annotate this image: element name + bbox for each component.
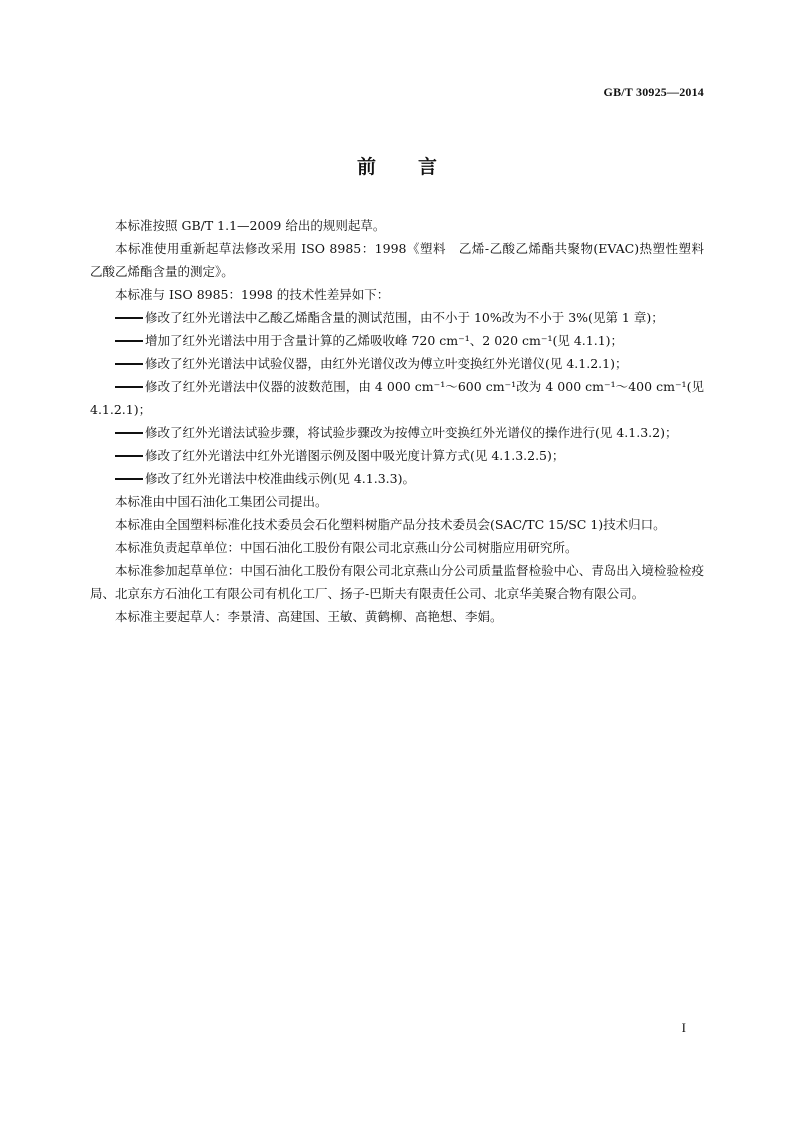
em-dash-marker (115, 432, 143, 434)
standard-number: GB/T 30925—2014 (603, 85, 704, 99)
list-item (90, 329, 704, 352)
paragraph-drafting-rules: 本标准按照 GB/T 1.1—2009 给出的规则起草。 (115, 218, 386, 233)
paragraph-proposer: 本标准由中国石油化工集团公司提出。 (115, 494, 328, 509)
list-item-text: 修改了红外光谱法中乙酸乙烯酯含量的测试范围，由不小于 10%改为不小于 3%(见第 1 章)； (145, 310, 664, 325)
list-item (90, 352, 704, 375)
em-dash-marker (115, 478, 143, 480)
paragraph-technical-committee: 本标准由全国塑料标准化技术委员会石化塑料树脂产品分技术委员会(SAC/TC 15/SC 1)技术归口。 (115, 517, 666, 532)
title-part-1: 前 (356, 156, 376, 178)
list-item (90, 375, 704, 421)
foreword-body (90, 214, 717, 628)
paragraph-lead-drafter-unit: 本标准负责起草单位：中国石油化工股份有限公司北京燕山分公司树脂应用研究所。 (115, 540, 578, 555)
em-dash-marker (115, 363, 143, 365)
page-number: I (681, 1020, 686, 1035)
list-item (90, 306, 704, 329)
page-title (0, 152, 794, 179)
em-dash-marker (115, 386, 143, 388)
list-item (90, 467, 704, 490)
list-item-text: 修改了红外光谱法中仪器的波数范围，由 4 000 cm⁻¹～600 cm⁻¹改为 4 000 cm⁻¹～400 cm⁻¹(见 4.1.2.1)； (90, 379, 704, 417)
title-part-2: 言 (418, 156, 438, 178)
list-item-text: 增加了红外光谱法中用于含量计算的乙烯吸收峰 720 cm⁻¹、2 020 cm⁻¹(见 4.1.1)； (145, 333, 624, 348)
list-item (90, 444, 704, 467)
paragraph-differences-intro: 本标准与 ISO 8985：1998 的技术性差异如下： (115, 287, 390, 302)
list-item-text: 修改了红外光谱法中试验仪器，由红外光谱仪改为傅立叶变换红外光谱仪(见 4.1.2.1)； (145, 356, 628, 371)
list-item-text: 修改了红外光谱法中校准曲线示例(见 4.1.3.3)。 (145, 471, 415, 486)
em-dash-marker (115, 455, 143, 457)
em-dash-marker (115, 340, 143, 342)
paragraph-adoption: 本标准使用重新起草法修改采用 ISO 8985：1998《塑料 乙烯-乙酸乙烯酯共聚物(EVAC)热塑性塑料 乙酸乙烯酯含量的测定》。 (90, 241, 717, 279)
list-item-text: 修改了红外光谱法试验步骤，将试验步骤改为按傅立叶变换红外光谱仪的操作进行(见 4.1.3.2)； (145, 425, 678, 440)
technical-differences-list (90, 306, 704, 490)
list-item-text: 修改了红外光谱法中红外光谱图示例及图中吸光度计算方式(见 4.1.3.2.5)； (145, 448, 565, 463)
em-dash-marker (115, 317, 143, 319)
paragraph-main-drafters: 本标准主要起草人：李景清、高建国、王敏、黄鹤柳、高艳想、李娟。 (115, 609, 503, 624)
list-item (90, 421, 704, 444)
paragraph-participating-units: 本标准参加起草单位：中国石油化工股份有限公司北京燕山分公司质量监督检验中心、青岛出入境检验检疫局、北京东方石油化工有限公司有机化工厂、扬子-巴斯夫有限责任公司、北京华美聚合物有限公司。 (90, 563, 704, 601)
